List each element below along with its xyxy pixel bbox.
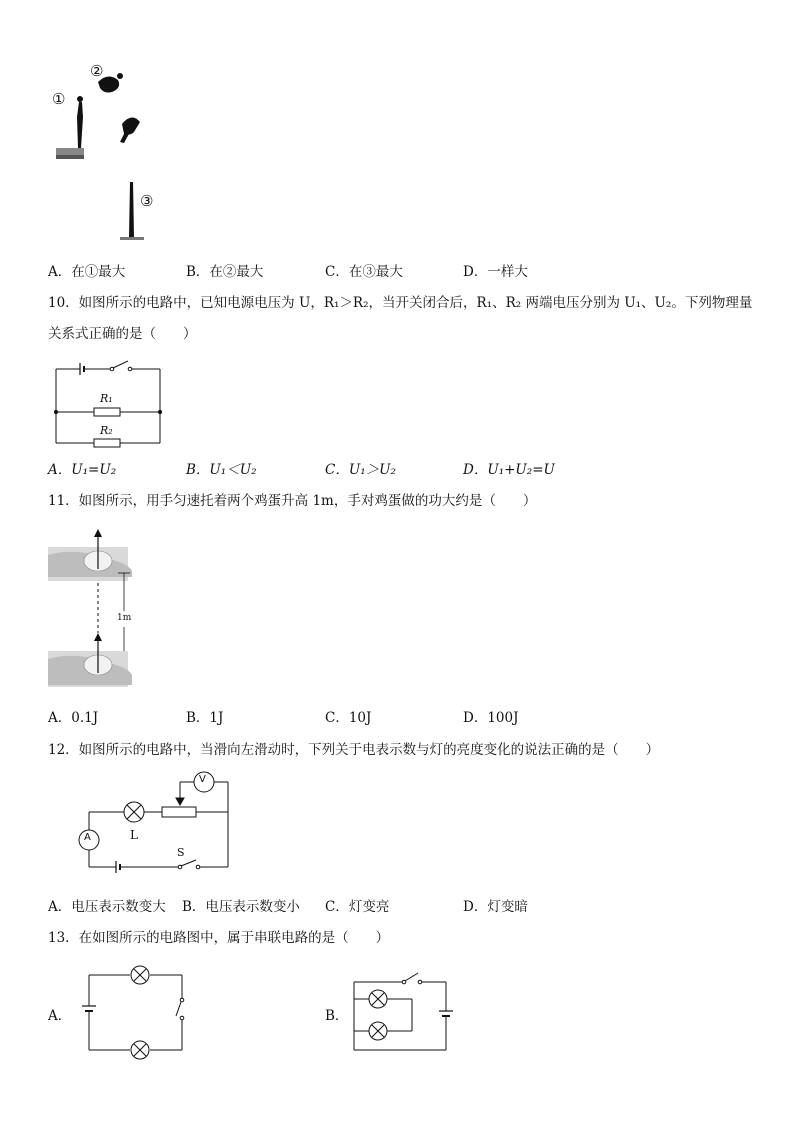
q11-option-b[interactable]: B．1J — [186, 710, 224, 726]
q12-circuit-figure — [74, 770, 234, 870]
q11-option-a[interactable]: A．0.1J — [48, 710, 99, 726]
q11-stem: 11．如图所示，用手匀速托着两个鸡蛋升高 1m，手对鸡蛋做的功大约是（ ） — [48, 493, 537, 509]
q11-figure — [48, 525, 138, 695]
q9-option-d[interactable]: D．一样大 — [463, 264, 528, 280]
hand-lifting-eggs-illustration — [48, 525, 138, 695]
diver-illustration — [50, 62, 170, 247]
circuit-b-diagram — [350, 965, 460, 1055]
height-label: 1m — [117, 613, 132, 623]
q13-option-a-label[interactable]: A． — [48, 1008, 72, 1024]
q12-option-d[interactable]: D．灯变暗 — [463, 899, 528, 915]
q12-option-a[interactable]: A．电压表示数变大 — [48, 899, 166, 915]
q9-option-c[interactable]: C．在③最大 — [325, 264, 403, 280]
q13-circuit-b — [350, 965, 460, 1055]
q10-stem-line2: 关系式正确的是（ ） — [48, 326, 197, 342]
q9-option-b[interactable]: B．在②最大 — [186, 264, 264, 280]
position-label-2: ② — [90, 62, 104, 80]
circuit-a-diagram — [80, 960, 190, 1060]
lamp-label: L — [130, 828, 138, 842]
q12-stem: 12．如图所示的电路中，当滑向左滑动时，下列关于电表示数与灯的亮度变化的说法正确的是（ ） — [48, 742, 660, 758]
q10-option-c[interactable]: C．U₁＞U₂ — [325, 462, 396, 478]
q10-stem-line1: 10．如图所示的电路中，已知电源电压为 U，R₁＞R₂，当开关闭合后，R₁、R₂ 两端电压分别为 U₁、U₂。下列物理量 — [48, 295, 753, 311]
switch-label: S — [177, 846, 185, 859]
q11-option-c[interactable]: C．10J — [325, 710, 372, 726]
q11-option-d[interactable]: D．100J — [463, 710, 519, 726]
series-circuit-with-rheostat-diagram — [74, 770, 234, 870]
q13-stem: 13．在如图所示的电路图中，属于串联电路的是（ ） — [48, 930, 390, 946]
voltmeter-symbol: V — [199, 774, 206, 785]
q10-circuit-figure — [48, 355, 168, 450]
q13-option-b-label[interactable]: B． — [325, 1008, 349, 1024]
q12-option-c[interactable]: C．灯变亮 — [325, 899, 390, 915]
q9-option-a[interactable]: A．在①最大 — [48, 264, 126, 280]
q10-option-a[interactable]: A．U₁=U₂ — [48, 462, 117, 478]
q13-circuit-a — [80, 960, 190, 1060]
q12-option-b[interactable]: B．电压表示数变小 — [182, 899, 300, 915]
q10-option-b[interactable]: B．U₁＜U₂ — [186, 462, 257, 478]
position-label-1: ① — [52, 90, 66, 108]
r2-label: R₂ — [100, 424, 113, 437]
q10-option-d[interactable]: D．U₁+U₂=U — [463, 462, 555, 478]
ammeter-symbol: A — [84, 832, 91, 843]
q9-figure — [50, 62, 170, 247]
r1-label: R₁ — [100, 392, 113, 405]
position-label-3: ③ — [140, 192, 154, 210]
